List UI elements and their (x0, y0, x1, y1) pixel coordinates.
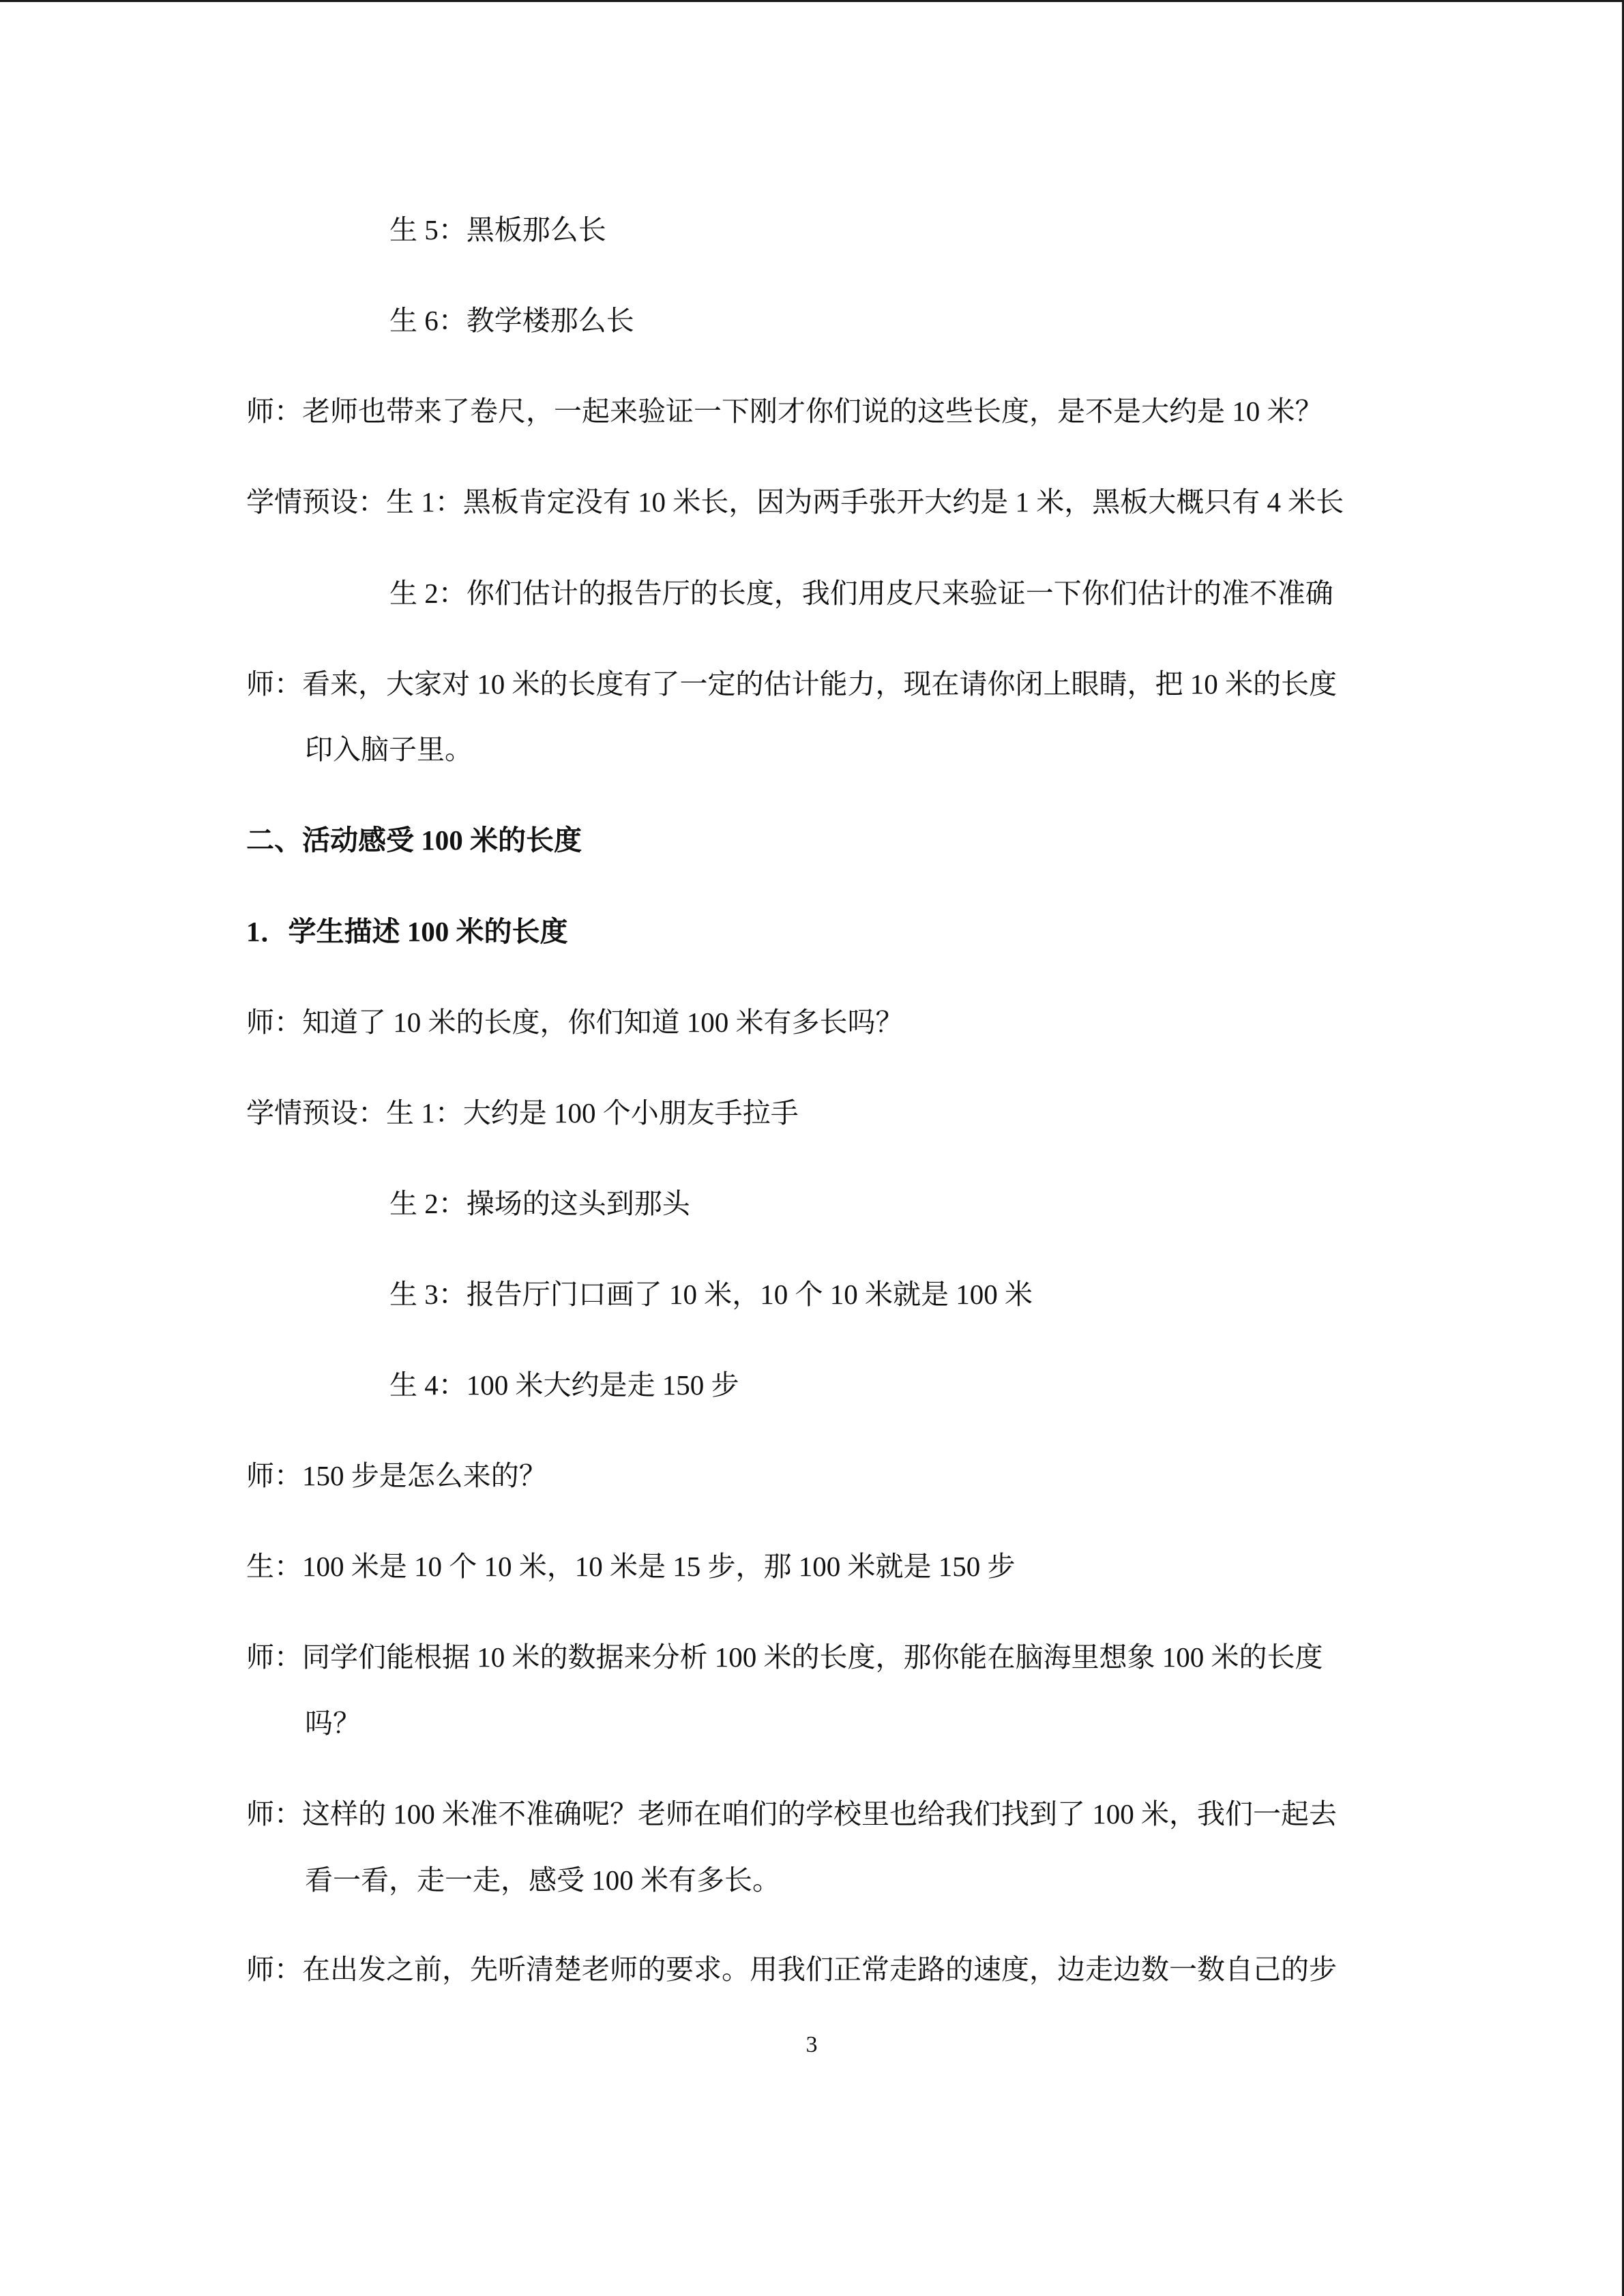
expected-response-line: 学情预设：生 1：大约是 100 个小朋友手拉手 (246, 1097, 799, 1129)
teacher-line: 师：同学们能根据 10 米的数据来分析 100 米的长度，那你能在脑海里想象 100 米的长度 (246, 1641, 1323, 1673)
teacher-line: 师：老师也带来了卷尺，一起来验证一下刚才你们说的这些长度，是不是大约是 10 米？ (246, 396, 1323, 427)
student-response: 生 3：报告厅门口画了 10 米，10 个 10 米就是 100 米 (389, 1279, 1033, 1310)
student-line: 生：100 米是 10 个 10 米，10 米是 15 步，那 100 米就是 150 步 (246, 1551, 1016, 1582)
teacher-line: 师：这样的 100 米准不准确呢？老师在咱们的学校里也给我们找到了 100 米，我们一起去 (246, 1798, 1337, 1830)
expected-response-line: 学情预设：生 1：黑板肯定没有 10 米长，因为两手张开大约是 1 米，黑板大概只有 4 米长 (246, 486, 1344, 518)
teacher-line: 师：知道了 10 米的长度，你们知道 100 米有多长吗？ (246, 1007, 904, 1038)
section-heading: 二、活动感受 100 米的长度 (246, 824, 582, 856)
student-response: 生 4：100 米大约是走 150 步 (389, 1369, 739, 1401)
page-number: 3 (806, 2032, 818, 2057)
page-top-edge (0, 0, 1624, 2)
teacher-line-continuation: 看一看，走一走，感受 100 米有多长。 (305, 1864, 780, 1896)
teacher-line-continuation: 印入脑子里。 (305, 734, 473, 765)
student-response: 生 2：你们估计的报告厅的长度，我们用皮尺来验证一下你们估计的准不准确 (389, 578, 1333, 609)
teacher-line-continuation: 吗？ (305, 1708, 361, 1739)
teacher-line: 师：在出发之前，先听清楚老师的要求。用我们正常走路的速度，边走边数一数自己的步 (246, 1954, 1337, 1985)
student-response: 生 2：操场的这头到那头 (389, 1188, 690, 1219)
teacher-line: 师：150 步是怎么来的？ (246, 1460, 547, 1491)
subsection-heading: 1．学生描述 100 米的长度 (246, 916, 568, 947)
student-response: 生 6：教学楼那么长 (389, 305, 634, 336)
teacher-line: 师：看来，大家对 10 米的长度有了一定的估计能力，现在请你闭上眼睛，把 10 米的长度 (246, 668, 1337, 700)
student-response: 生 5：黑板那么长 (389, 214, 606, 245)
